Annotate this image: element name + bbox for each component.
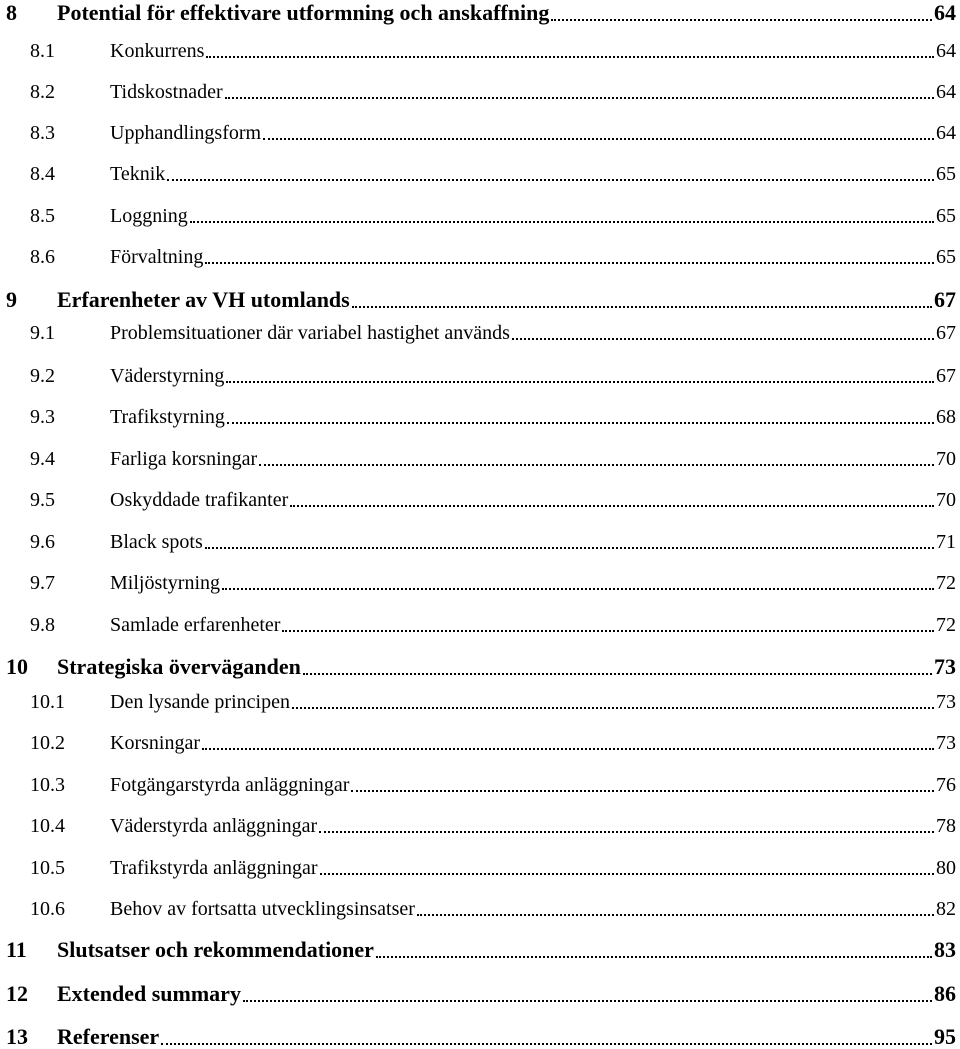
toc-section-entry[interactable] [0, 366, 956, 386]
toc-entry-page-number: 78 [936, 815, 956, 837]
toc-entry-title: Trafikstyrning [110, 406, 225, 428]
toc-entry-number: 13 [6, 1024, 28, 1049]
dot-leader [319, 816, 934, 836]
dot-leader [227, 407, 934, 427]
toc-entry-page-number: 70 [936, 448, 956, 470]
toc-entry-title: Upphandlingsform [110, 122, 262, 144]
toc-entry-number: 9.7 [30, 572, 55, 594]
toc-entry-page-number: 64 [934, 0, 956, 25]
dot-leader [417, 899, 934, 919]
toc-entry-title: Samlade erfarenheter [110, 614, 281, 636]
toc-section-entry[interactable] [0, 733, 956, 753]
toc-entry-title: Behov av fortsatta utvecklingsinsatser [110, 898, 415, 920]
toc-entry-page-number: 72 [936, 572, 956, 594]
toc-section-entry[interactable] [0, 573, 956, 593]
dot-leader [259, 449, 934, 469]
toc-entry-page-number: 67 [934, 287, 956, 312]
toc-entry-number: 9.8 [30, 614, 55, 636]
toc-entry-number: 10 [6, 654, 28, 679]
toc-entry-page-number: 86 [934, 981, 956, 1006]
dot-leader [205, 247, 934, 267]
dot-leader [282, 615, 934, 635]
toc-section-entry[interactable] [0, 775, 956, 795]
toc-entry-number: 9.2 [30, 365, 55, 387]
dot-leader [320, 858, 934, 878]
dot-leader [190, 206, 934, 226]
dot-leader [551, 2, 932, 24]
dot-leader [243, 983, 932, 1005]
dot-leader [352, 289, 932, 311]
dot-leader [205, 532, 934, 552]
toc-entry-page-number: 67 [936, 322, 956, 344]
toc-entry-page-number: 64 [936, 40, 956, 62]
toc-entry-number: 10.1 [30, 691, 65, 713]
toc-entry-title: Tidskostnader [110, 81, 223, 103]
toc-chapter-entry[interactable] [0, 2, 956, 24]
dot-leader [225, 82, 934, 102]
toc-entry-title: Väderstyrning [110, 365, 225, 387]
toc-entry-page-number: 80 [936, 857, 956, 879]
dot-leader [512, 323, 934, 343]
toc-entry-page-number: 70 [936, 489, 956, 511]
toc-entry-number: 8.3 [30, 122, 55, 144]
toc-section-entry[interactable] [0, 449, 956, 469]
toc-entry-number: 8 [6, 0, 17, 25]
toc-section-entry[interactable] [0, 490, 956, 510]
toc-entry-title: Oskyddade trafikanter [110, 489, 289, 511]
toc-entry-title: Förvaltning [110, 246, 204, 268]
toc-entry-page-number: 64 [936, 122, 956, 144]
toc-entry-number: 10.3 [30, 774, 65, 796]
toc-section-entry[interactable] [0, 692, 956, 712]
toc-section-entry[interactable] [0, 532, 956, 552]
toc-entry-page-number: 71 [936, 531, 956, 553]
toc-entry-page-number: 64 [936, 81, 956, 103]
toc-entry-number: 8.5 [30, 205, 55, 227]
toc-chapter-entry[interactable] [0, 939, 956, 961]
toc-entry-page-number: 73 [936, 691, 956, 713]
toc-entry-title: Extended summary [57, 981, 241, 1006]
toc-section-entry[interactable] [0, 82, 956, 102]
toc-entry-page-number: 67 [936, 365, 956, 387]
toc-entry-number: 9.4 [30, 448, 55, 470]
dot-leader [161, 1026, 932, 1048]
dot-leader [222, 573, 934, 593]
toc-entry-page-number: 73 [934, 654, 956, 679]
toc-entry-title: Konkurrens [110, 40, 205, 62]
toc-entry-title: Referenser [57, 1024, 160, 1049]
toc-section-entry[interactable] [0, 615, 956, 635]
toc-entry-number: 10.2 [30, 732, 65, 754]
toc-entry-title: Trafikstyrda anläggningar [110, 857, 318, 879]
toc-entry-number: 8.2 [30, 81, 55, 103]
toc-entry-number: 12 [6, 981, 28, 1006]
toc-entry-page-number: 95 [934, 1024, 956, 1049]
toc-entry-number: 8.6 [30, 246, 55, 268]
toc-entry-title: Teknik [110, 163, 166, 185]
toc-entry-title: Slutsatser och rekommendationer [57, 937, 374, 962]
toc-entry-number: 8.4 [30, 163, 55, 185]
toc-entry-number: 10.6 [30, 898, 65, 920]
toc-section-entry[interactable] [0, 816, 956, 836]
toc-entry-title: Miljöstyrning [110, 572, 221, 594]
toc-entry-number: 8.1 [30, 40, 55, 62]
toc-chapter-entry[interactable] [0, 289, 956, 311]
toc-entry-title: Fotgängarstyrda anläggningar [110, 774, 350, 796]
toc-chapter-entry[interactable] [0, 983, 956, 1005]
toc-entry-title: Loggning [110, 205, 188, 227]
toc-entry-number: 10.5 [30, 857, 65, 879]
toc-entry-title: Väderstyrda anläggningar [110, 815, 318, 837]
toc-entry-title: Erfarenheter av VH utomlands [57, 287, 350, 312]
toc-entry-page-number: 65 [936, 163, 956, 185]
toc-entry-page-number: 72 [936, 614, 956, 636]
toc-chapter-entry[interactable] [0, 656, 956, 678]
toc-section-entry[interactable] [0, 899, 956, 919]
toc-entry-page-number: 76 [936, 774, 956, 796]
dot-leader [202, 733, 934, 753]
toc-section-entry[interactable] [0, 247, 956, 267]
toc-entry-page-number: 68 [936, 406, 956, 428]
toc-section-entry[interactable] [0, 323, 956, 343]
toc-section-entry[interactable] [0, 41, 956, 61]
dot-leader [376, 939, 932, 961]
toc-entry-page-number: 65 [936, 246, 956, 268]
toc-entry-number: 9.1 [30, 322, 55, 344]
toc-entry-number: 9 [6, 287, 17, 312]
toc-entry-title: Den lysande principen [110, 691, 290, 713]
dot-leader [292, 692, 934, 712]
toc-entry-number: 9.5 [30, 489, 55, 511]
toc-entry-page-number: 65 [936, 205, 956, 227]
toc-entry-page-number: 73 [936, 732, 956, 754]
toc-section-entry[interactable] [0, 164, 956, 184]
toc-section-entry[interactable] [0, 123, 956, 143]
dot-leader [167, 164, 934, 184]
toc-entry-title: Farliga korsningar [110, 448, 258, 470]
dot-leader [303, 656, 932, 678]
toc-entry-number: 11 [6, 937, 27, 962]
toc-entry-title: Strategiska överväganden [57, 654, 301, 679]
toc-entry-number: 9.6 [30, 531, 55, 553]
toc-entry-title: Potential för effektivare utformning och anskaffning [57, 0, 550, 25]
toc-entry-title: Korsningar [110, 732, 200, 754]
dot-leader [206, 41, 934, 61]
toc-chapter-entry[interactable] [0, 1026, 956, 1048]
toc-entry-page-number: 82 [936, 898, 956, 920]
dot-leader [226, 366, 934, 386]
toc-entry-title: Black spots [110, 531, 203, 553]
toc-entry-page-number: 83 [934, 937, 956, 962]
dot-leader [263, 123, 934, 143]
toc-section-entry[interactable] [0, 206, 956, 226]
dot-leader [290, 490, 934, 510]
toc-section-entry[interactable] [0, 407, 956, 427]
toc-entry-number: 9.3 [30, 406, 55, 428]
toc-entry-number: 10.4 [30, 815, 65, 837]
toc-section-entry[interactable] [0, 858, 956, 878]
dot-leader [351, 775, 934, 795]
toc-entry-title: Problemsituationer där variabel hastighet används [110, 322, 510, 344]
